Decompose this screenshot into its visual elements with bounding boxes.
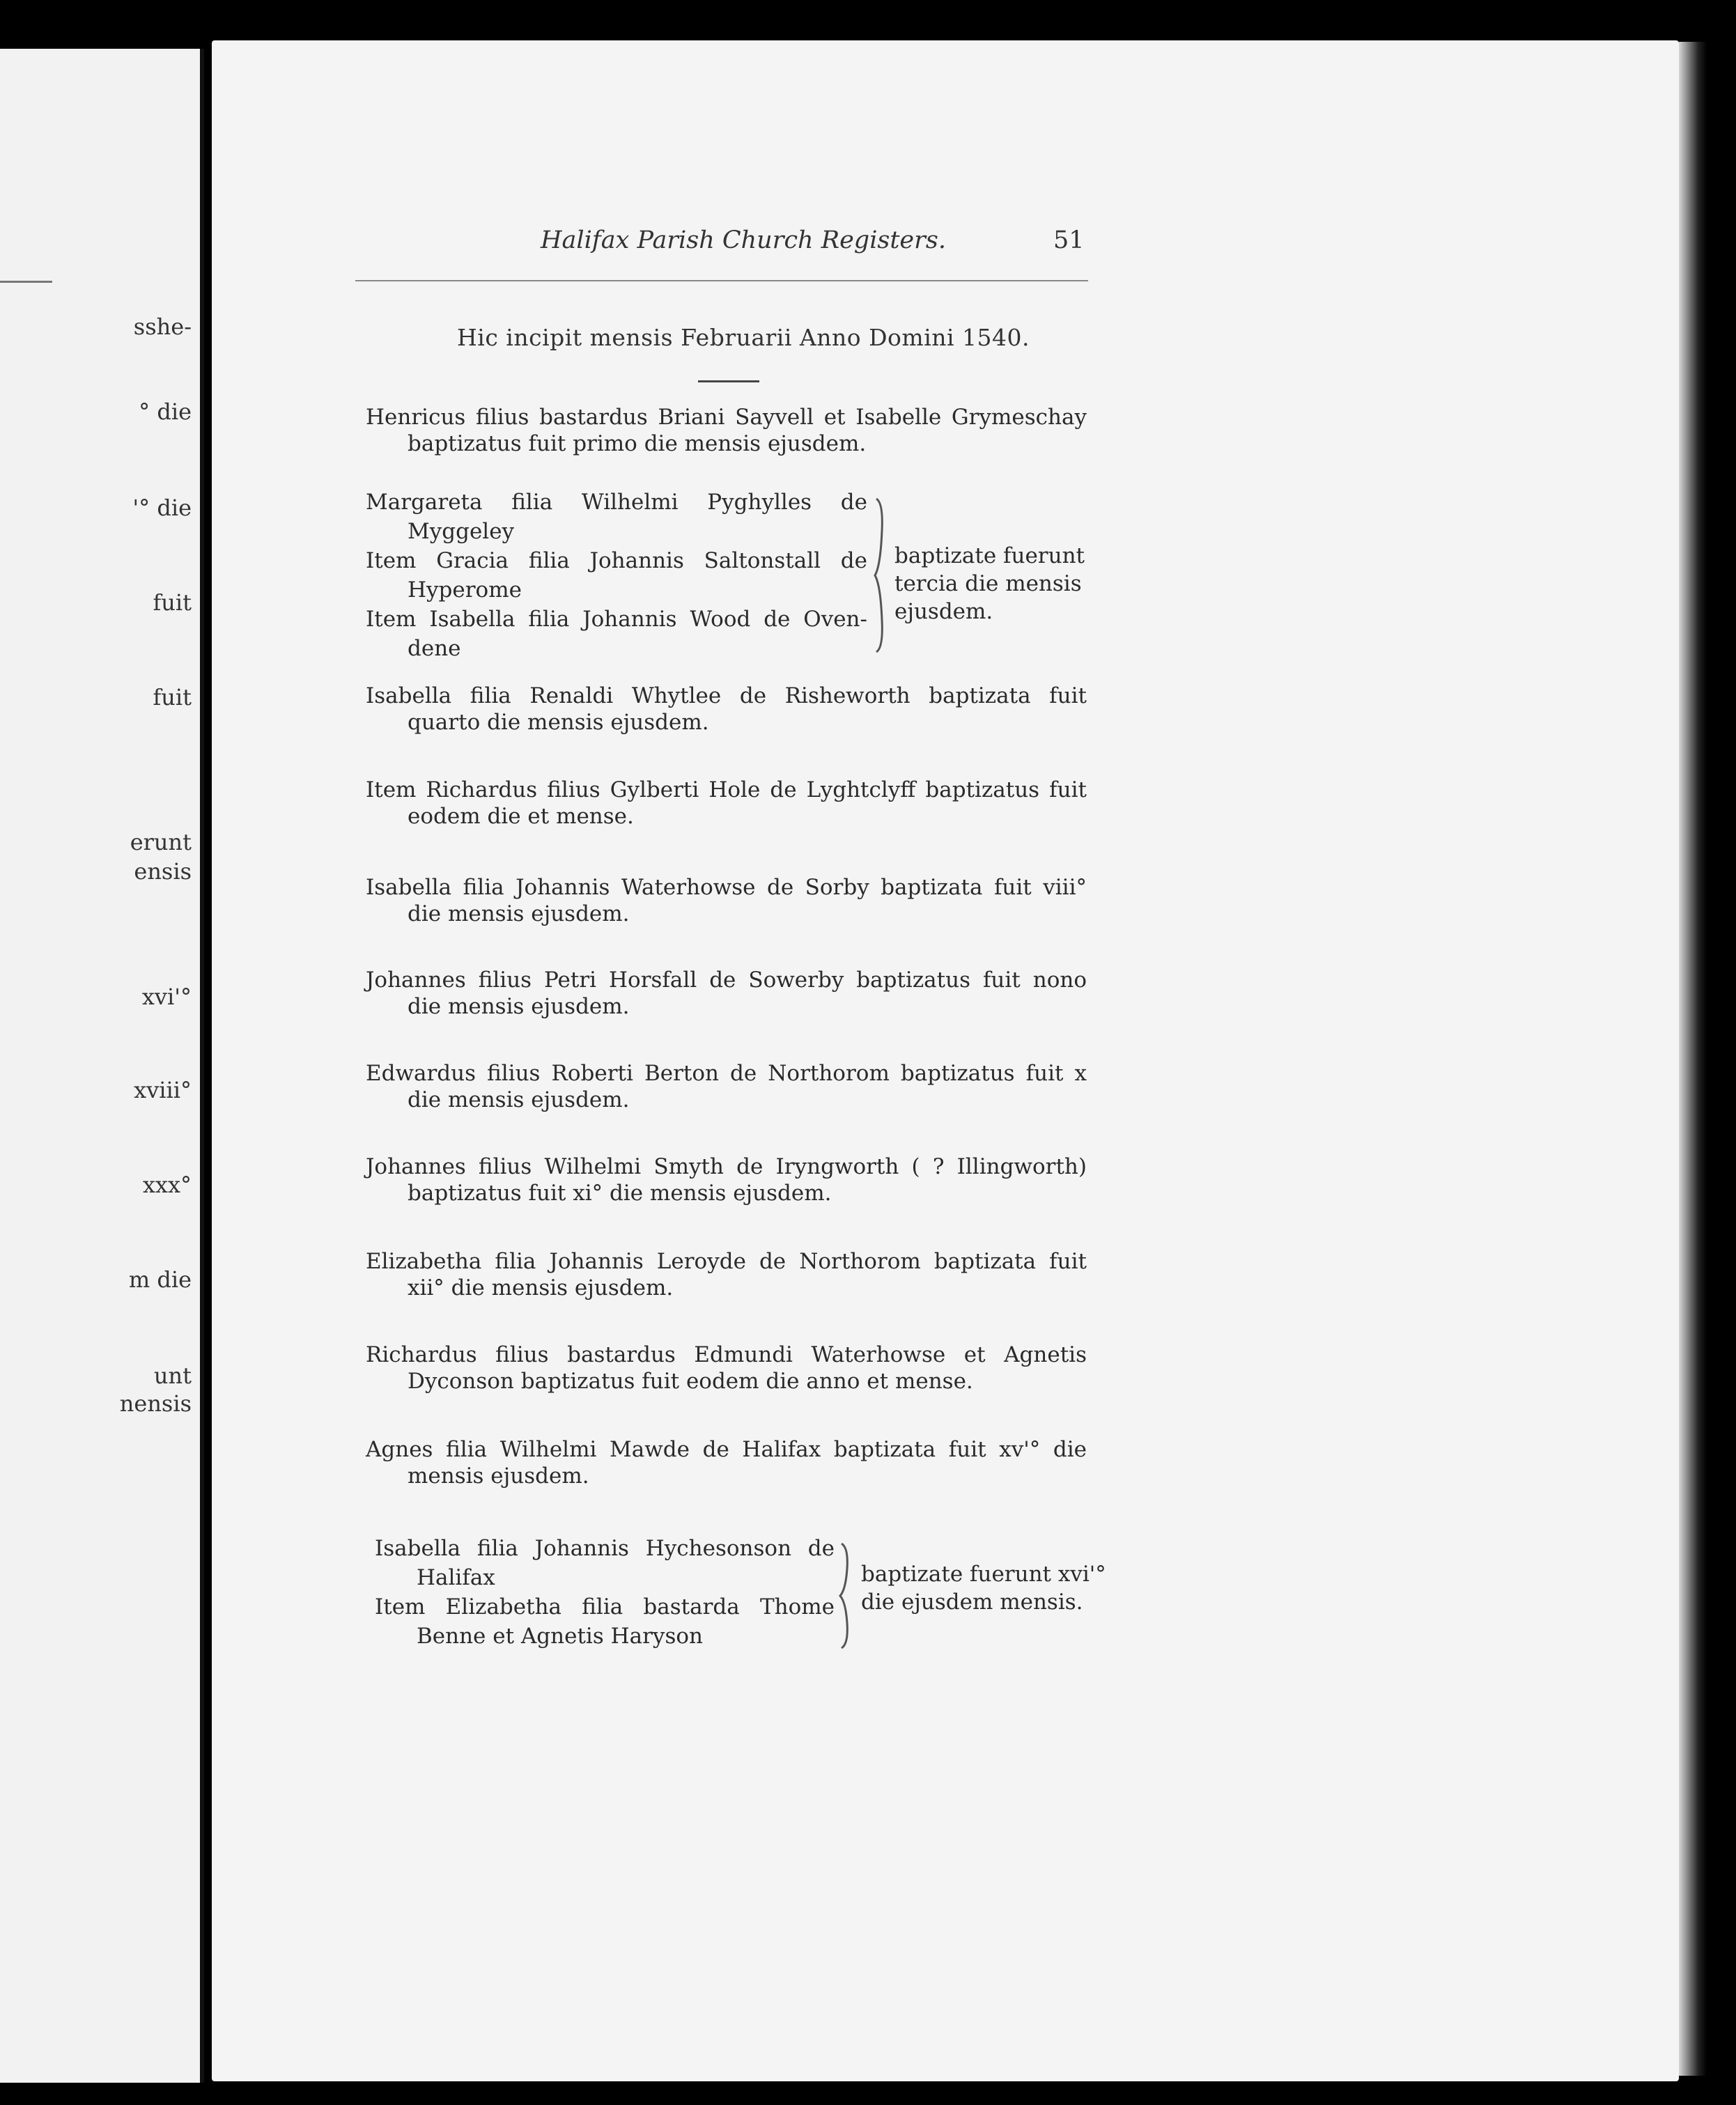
note-line: baptizate fuerunt <box>894 543 1085 568</box>
page-number: 51 <box>1053 226 1085 254</box>
register-entry <box>366 1248 1087 1301</box>
entry-line: Item Elizabetha filia bastarda Thome <box>375 1594 835 1619</box>
register-entry <box>366 777 1087 830</box>
entry-line: Elizabetha filia Johannis Leroyde de Northorom baptizata fuit <box>366 1249 1087 1274</box>
note-line: tercia die mensis <box>894 571 1082 596</box>
entry-line: Edwardus filius Roberti Berton de Northorom baptizatus fuit x <box>366 1061 1087 1086</box>
entry-line: Hyperome <box>408 577 522 603</box>
prev-page-fragment: fuit <box>153 684 192 710</box>
entry-line: Margareta filia Wilhelmi Pyghylles de <box>366 490 867 515</box>
register-entry <box>366 404 1087 457</box>
prev-page-fragment: xviii° <box>134 1077 192 1103</box>
entry-line: xii° die mensis ejusdem. <box>408 1275 674 1300</box>
grouped-entries <box>375 1534 835 1651</box>
entry-line: Benne et Agnetis Haryson <box>417 1624 703 1649</box>
entry-line: Agnes filia Wilhelmi Mawde de Halifax baptizata fuit xv'° die <box>366 1437 1087 1462</box>
prev-page-fragment: m die <box>128 1266 192 1293</box>
group-note <box>861 1560 1106 1616</box>
prev-page-fragment: fuit <box>153 589 192 616</box>
note-line: ejusdem. <box>894 599 993 624</box>
entry-line: Item Gracia filia Johannis Saltonstall de <box>366 548 867 573</box>
register-entry <box>366 967 1087 1020</box>
prev-page-fragment: xxx° <box>142 1172 192 1198</box>
entry-line: Item Richardus filius Gylberti Hole de Lyghtclyff baptizatus fuit <box>366 777 1087 802</box>
entry-line: Henricus filius bastardus Briani Sayvell et Isabelle Grymeschay <box>366 405 1087 430</box>
prev-page-fragment: nensis <box>119 1390 192 1417</box>
prev-page-fragment: erunt <box>130 829 192 855</box>
note-line: die ejusdem mensis. <box>861 1590 1083 1615</box>
brace-icon <box>871 496 892 655</box>
register-entry <box>366 1154 1087 1206</box>
entry-line: mensis ejusdem. <box>408 1463 589 1489</box>
register-entry <box>366 1436 1087 1489</box>
entry-line: baptizatus fuit xi° die mensis ejusdem. <box>408 1181 832 1206</box>
entry-line: die mensis ejusdem. <box>408 901 630 926</box>
entry-line: die mensis ejusdem. <box>408 1087 630 1112</box>
entry-line: eodem die et mense. <box>408 804 634 829</box>
register-entry <box>366 683 1087 736</box>
entry-line: baptizatus fuit primo die mensis ejusdem. <box>408 431 867 456</box>
entry-line: Johannes filius Petri Horsfall de Sowerby baptizatus fuit nono <box>366 968 1087 993</box>
prev-page-fragment: '° die <box>132 495 192 521</box>
group-note <box>894 542 1085 626</box>
register-entry <box>366 874 1087 927</box>
prev-page-fragment: sshe- <box>133 313 192 340</box>
entry-line: Dyconson baptizatus fuit eodem die anno et mense. <box>408 1369 973 1394</box>
grouped-entries <box>366 488 867 663</box>
entry-line: quarto die mensis ejusdem. <box>408 710 709 735</box>
prev-page-fragment: xvi'° <box>141 984 192 1010</box>
prev-page-fragment: ensis <box>134 858 192 885</box>
entry-line: Item Isabella filia Johannis Wood de Oven- <box>366 607 867 632</box>
note-line: baptizate fuerunt xvi'° <box>861 1562 1106 1587</box>
entry-line: Isabella filia Johannis Waterhowse de Sorby baptizata fuit viii° <box>366 875 1087 900</box>
running-title: Halifax Parish Church Registers. <box>541 226 946 254</box>
previous-page-edge <box>0 49 204 2083</box>
register-entry <box>366 1060 1087 1113</box>
entry-line: Myggeley <box>408 519 515 544</box>
page-edge-shadow <box>1679 42 1707 2076</box>
brace-icon <box>836 1541 857 1651</box>
entry-line: Isabella filia Renaldi Whytlee de Risheworth baptizata fuit <box>366 683 1087 708</box>
title-rule <box>698 380 759 382</box>
section-title: Hic incipit mensis Februarii Anno Domini 1540. <box>457 324 1030 351</box>
prev-page-fragment: ° die <box>139 398 192 425</box>
entry-line: die mensis ejusdem. <box>408 994 630 1019</box>
header-rule <box>355 280 1088 281</box>
entry-line: Halifax <box>417 1565 495 1590</box>
entry-line: Johannes filius Wilhelmi Smyth de Iryngworth ( ? Illingworth) <box>366 1154 1087 1179</box>
register-entry <box>366 1342 1087 1395</box>
prev-page-fragment: unt <box>153 1362 192 1389</box>
entry-line: Isabella filia Johannis Hychesonson de <box>375 1536 835 1561</box>
entry-line: Richardus filius bastardus Edmundi Waterhowse et Agnetis <box>366 1342 1087 1367</box>
entry-line: dene <box>408 636 461 661</box>
previous-page-rule <box>0 281 52 283</box>
